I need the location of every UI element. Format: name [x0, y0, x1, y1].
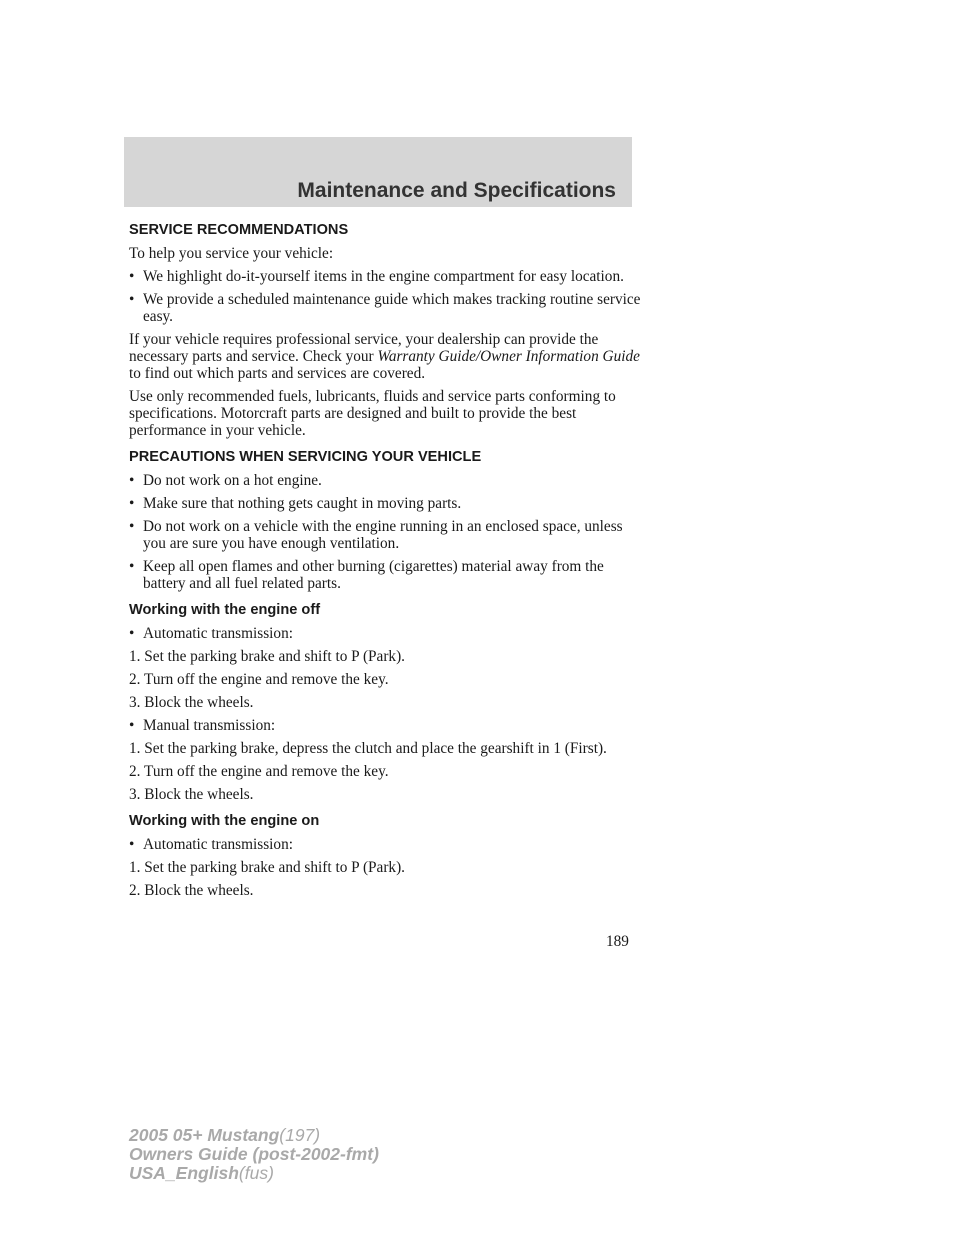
warranty-guide-reference: Warranty Guide/Owner Information Guide [377, 348, 640, 365]
step-item: 1. Set the parking brake, depress the clutch and place the gearshift in 1 (First). [129, 740, 607, 757]
list-item [129, 268, 641, 285]
list-item [129, 717, 641, 734]
step-item: 2. Turn off the engine and remove the key. [129, 671, 389, 688]
footer-line [129, 1164, 379, 1183]
list-item [129, 625, 641, 642]
bullet-icon: • [129, 291, 135, 308]
bullet-icon: • [129, 268, 135, 285]
step-item: 1. Set the parking brake and shift to P (Park). [129, 648, 405, 665]
bullet-icon: • [129, 717, 135, 734]
step-item: 1. Set the parking brake and shift to P (Park). [129, 859, 405, 876]
bullet-icon: • [129, 472, 135, 489]
list-item [129, 291, 641, 325]
list-item-text: Automatic transmission: [143, 625, 293, 642]
list-item-text: We provide a scheduled maintenance guide which makes tracking routine service easy. [143, 291, 641, 325]
paragraph-text: to find out which parts and services are covered. [129, 365, 426, 382]
list-item-text: Do not work on a vehicle with the engine running in an enclosed space, unless you are sure you have enough ventilation. [143, 518, 623, 552]
list-item [129, 518, 641, 552]
step-item: 2. Block the wheels. [129, 882, 254, 899]
page-number: 189 [606, 933, 629, 950]
list-item-text: Do not work on a hot engine. [143, 472, 322, 489]
service-paragraph-parts: Use only recommended fuels, lubricants, fluids and service parts conforming to specifications. Motorcraft parts are designed and built to provide the best performance in your vehicle. [129, 388, 616, 439]
step-item: 3. Block the wheels. [129, 786, 254, 803]
footer-guide: Owners Guide (post-2002-fmt) [129, 1144, 379, 1164]
footer-language: USA_English [129, 1163, 239, 1183]
footer-model: 2005 05+ Mustang [129, 1125, 280, 1145]
list-item-text: Automatic transmission: [143, 836, 293, 853]
footer-line [129, 1126, 379, 1145]
document-footer [129, 1126, 379, 1183]
heading-precautions: PRECAUTIONS WHEN SERVICING YOUR VEHICLE [129, 449, 482, 465]
heading-service-recommendations: SERVICE RECOMMENDATIONS [129, 222, 349, 238]
list-item-text: Keep all open flames and other burning (cigarettes) material away from the battery and all fuel related parts. [143, 558, 604, 592]
list-item [129, 836, 641, 853]
footer-model-code: (197) [279, 1125, 321, 1145]
paragraph-text: If your vehicle requires professional service, your dealership can provide the necessary parts and service. Check your [129, 331, 599, 365]
footer-language-code: (fus) [238, 1163, 274, 1183]
list-item [129, 558, 641, 592]
step-item: 2. Turn off the engine and remove the key. [129, 763, 389, 780]
footer-line [129, 1145, 379, 1164]
section-header-band [124, 137, 632, 207]
page-content [129, 222, 641, 905]
bullet-icon: • [129, 625, 135, 642]
bullet-icon: • [129, 518, 135, 535]
bullet-icon: • [129, 495, 135, 512]
section-title: Maintenance and Specifications [297, 179, 616, 202]
heading-engine-off: Working with the engine off [129, 602, 321, 618]
service-intro: To help you service your vehicle: [129, 245, 334, 262]
list-item-text: Manual transmission: [143, 717, 276, 734]
list-item-text: Make sure that nothing gets caught in moving parts. [143, 495, 462, 512]
step-item: 3. Block the wheels. [129, 694, 254, 711]
service-paragraph-professional [129, 331, 641, 382]
bullet-icon: • [129, 836, 135, 853]
list-item-text: We highlight do-it-yourself items in the engine compartment for easy location. [143, 268, 624, 285]
bullet-icon: • [129, 558, 135, 575]
heading-engine-on: Working with the engine on [129, 813, 320, 829]
list-item [129, 472, 641, 489]
list-item [129, 495, 641, 512]
